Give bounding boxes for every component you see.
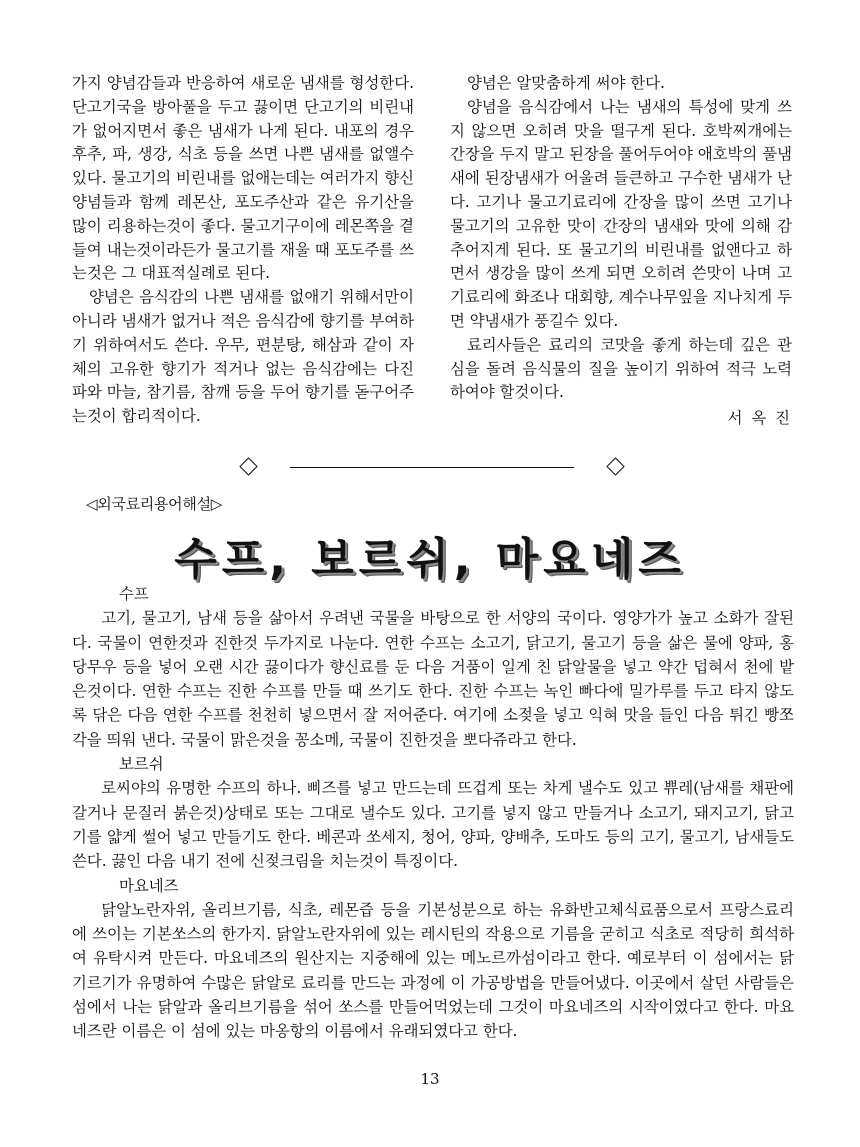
glossary-body xyxy=(72,582,794,1044)
glossary-term: 수프 xyxy=(119,585,149,603)
paragraph: 양념은 음식감의 나쁜 냄새를 없애기 위해서만이 아니라 냄새가 없거나 적은 음식감에 향기를 부여하기 위하여서도 쓴다. 우무, 편분탕, 해삼과 같이 자체의 고유한 향기가 적거나 없는 음식감에는 다진 파와 마늘, 참기름, 참깨 등을 두어 향기를 돋구어주는것이 합리적이다. xyxy=(72,288,414,426)
paragraph: 양념은 알맞춤하게 써야 한다. xyxy=(466,74,665,92)
diamond-ornament-icon xyxy=(606,457,624,475)
glossary-definition: 닭알노란자위, 올리브기름, 식초, 레몬즙 등을 기본성분으로 하는 유화반고체식료품으로서 프랑스료리에 쓰이는 기본쏘스의 한가지. 닭알노란자위에 있는 레시틴의 작용으로 기름을 굳히고 식초로 적당히 희석하여 유탁시켜 만든다. 마요네즈의 원산지는 지중해에 있는 메노르까섬이라고 한다. 예로부터 이 섬에서는 닭기르기가 유명하여 수많은 닭알로 료리를 만드는 과정에 이 가공방법을 만들어냈다. 이곳에서 살던 사람들은 섬에서 나는 닭알과 올리브기름을 섞어 쏘스를 만들어먹었는데 그것이 마요네즈의 시작이였다고 한다. 마요네즈란 이름은 이 섬에 있는 마옹항의 이름에서 유래되였다고 한다. xyxy=(72,900,794,1041)
article-headline: 수프, 보르쉬, 마요네즈 xyxy=(174,534,686,585)
paragraph: 양념을 음식감에서 나는 냄새의 특성에 맞게 쓰지 않으면 오히려 맛을 떨구게 된다. 호박찌개에는 간장을 두지 말고 된장을 풀어두어야 애호박의 풀냄새에 된장냄새가 어울려 들큰하고 구수한 냄새가 난다. 고기나 물고기료리에 간장을 많이 쓰면 고기나 물고기의 고유한 맛이 간장의 냄새와 맛에 의해 감추어지게 된다. 또 물고기의 비린내를 없앤다고 하면서 생강을 많이 쓰게 되면 오히려 쓴맛이 나며 고기료리에 화조나 대회향, 계수나무잎을 지나치게 두면 약냄새가 풍길수 있다. xyxy=(450,97,792,330)
top-article-columns xyxy=(72,72,794,444)
author-signature: 서 옥 진 xyxy=(727,409,792,428)
page-number: 13 xyxy=(420,1070,440,1088)
divider-line xyxy=(290,467,574,468)
left-column xyxy=(72,72,414,429)
right-column xyxy=(450,72,792,431)
glossary-definition: 로씨야의 유명한 수프의 하나. 삐즈를 넣고 만드는데 뜨겁게 또는 차게 낼수도 있고 쀼레(남새를 채판에 갈거나 문질러 붉은것)상태로 또는 그대로 낼수도 있다. 고기를 넣지 않고 만들거나 소고기, 돼지고기, 닭고기를 얇게 썰어 넣고 만들기도 한다. 베콘과 쏘세지, 청어, 양파, 양배추, 도마도 등의 고기, 물고기, 남새들도 쓴다. 끓인 다음 내기 전에 신젖크림을 치는것이 특징이다. xyxy=(72,779,794,871)
paragraph: 료리사들은 료리의 코맛을 좋게 하는데 깊은 관심을 돌려 음식물의 질을 높이기 위하여 적극 노력하여야 할것이다. xyxy=(450,335,792,402)
section-label: ◁외국료리용어해설▷ xyxy=(86,495,222,513)
paragraph: 가지 양념감들과 반응하여 새로운 냄새를 형성한다. 단고기국을 방아풀을 두고 끓이면 단고기의 비린내가 없어지면서 좋은 냄새가 나게 된다. 내포의 경우 후추, 파, 생강, 식초 등을 쓰면 나쁜 냄새를 없앨수 있다. 물고기의 비린내를 없애는데는 여러가지 향신양념들과 함께 레몬산, 포도주산과 같은 유기산을 많이 리용하는것이 좋다. 물고기구이에 레몬쪽을 곁들여 내는것이라든가 물고기를 재울 때 포도주를 쓰는것은 그 대표적실례로 된다. xyxy=(72,74,414,283)
glossary-definition: 고기, 물고기, 남새 등을 삶아서 우려낸 국물을 바탕으로 한 서양의 국이다. 영양가가 높고 소화가 잘된다. 국물이 연한것과 진한것 두가지로 나눈다. 연한 수프는 소고기, 닭고기, 물고기 등을 삶은 물에 양파, 홍당무우 등을 넣어 오랜 시간 끓이다가 향신료를 둔 다음 거품이 일게 친 닭알물을 넣고 약간 덥혀서 천에 밭은것이다. 연한 수프는 진한 수프를 만들 때 쓰기도 한다. 진한 수프는 녹인 빠다에 밀가루를 두고 타지 않도록 닦은 다음 연한 수프를 천천히 넣으면서 잘 저어준다. 여기에 소젖을 넣고 익혀 맛을 들인 다음 튀긴 빵쪼각을 띄워 낸다. 국물이 맑은것을 꽁소메, 국물이 진한것을 뽀다쥬라고 한다. xyxy=(72,609,794,749)
section-divider xyxy=(240,458,624,478)
glossary-term: 마요네즈 xyxy=(119,876,179,895)
glossary-term: 보르쉬 xyxy=(119,755,164,774)
diamond-ornament-icon xyxy=(239,457,257,475)
